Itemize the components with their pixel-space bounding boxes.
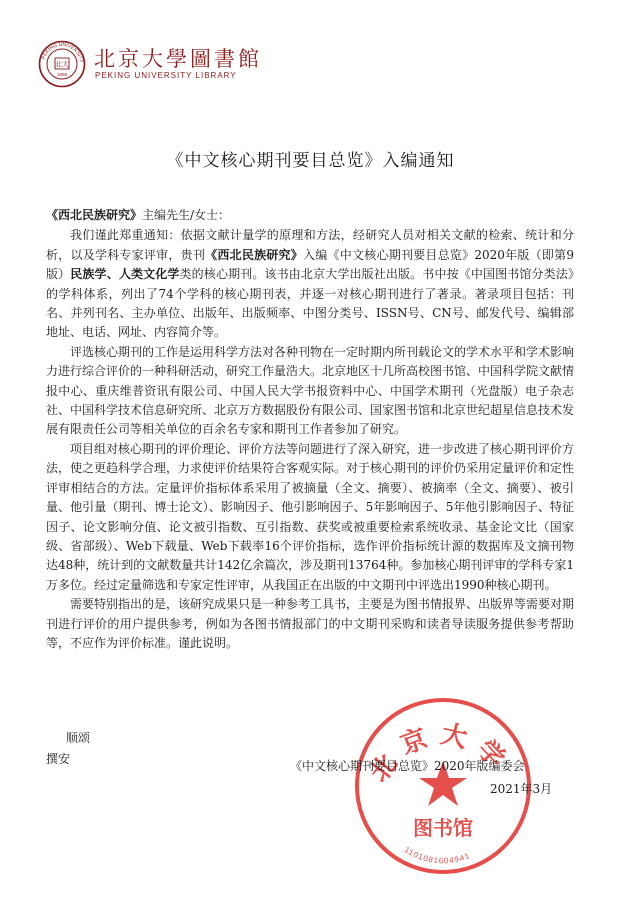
para1-text-3: 类的核心期刊。该书由北京大学出版社出版。书中按《中国图书馆分类法》的学科体系，列出了74个学科的核心期刊表，并逐一对核心期刊进行了著录。著录项目包括：刊名、并列刊名、主办单位、出版年、出版频率、中图分类号、ISSN号、CN号、邮发代号、编辑部地址、电话、网址、内容简介等。 (46, 267, 574, 340)
seal-center-text: 北大 (55, 60, 69, 69)
stamp-number: 1101081604941 (402, 845, 472, 866)
closing-line-2: 撰安 (46, 752, 71, 766)
salutation-journal: 《西北民族研究》 (46, 208, 143, 222)
library-name-en: PEKING UNIVERSITY LIBRARY (95, 71, 237, 80)
salutation (46, 206, 574, 225)
para1-journal-name: 《西北民族研究》 (205, 247, 304, 262)
paragraph-1 (46, 226, 574, 342)
salutation-rest: 主编先生/女士： (142, 208, 231, 222)
notice-body (46, 206, 574, 653)
para1-text-2: 入编《中文核心期刊要目总览》2020年版（即第9版） (46, 247, 574, 282)
paragraph-2: 评选核心期刊的工作是运用科学方法对各种刊物在一定时期内所刊载论文的学术水平和学术影响力进行综合评价的一种科研活动，研究工作量浩大。北京地区十几所高校图书馆、中国科学院文献情报中心、重庆维普资讯有限公司、中国人民大学书报资料中心、中国学术期刊（光盘版）电子杂志社、中国科学技术信息研究所、北京万方数据股份有限公司、国家图书馆和北京世纪超星信息技术发展有限责任公司等相关单位的百余名专家和期刊工作者参加了研究。 (46, 344, 575, 437)
stamp-top-text: 北京大学 (363, 719, 518, 788)
library-name-cn: 北京大學圖書館 (94, 47, 262, 71)
library-header (38, 40, 298, 88)
seal-ring-text: PEKING UNIVERSITY (40, 41, 84, 64)
svg-text:1101081604941 (403, 845, 472, 865)
signature-committee: 《中文核心期刊要目总览》2020年版编委会 (290, 759, 525, 773)
para1-subjects: 民族学、人类文化学 (70, 267, 180, 282)
seal-year: 1898 (56, 72, 68, 77)
stamp-center-text: 图书馆 (413, 816, 473, 840)
closing-line-1: 顺颂 (66, 731, 91, 745)
para1-text-1: 我们谨此郑重通知：依据文献计量学的原理和方法，经研究人员对相关文献的检索、统计和分析，以及学科专家评审，贵刊 (46, 228, 574, 262)
peking-university-seal-icon (38, 40, 86, 88)
signature-date: 2021年3月 (490, 782, 553, 796)
paragraph-3: 项目组对核心期刊的评价理论、评价方法等问题进行了深入研究，进一步改进了核心期刊评价方法，使之更趋科学合理，力求使评价结果符合客观实际。对于核心期刊的评价仍采用定量评价和定性评审相结合的方法。定量评价指标体系采用了被摘量（全文、摘要）、被摘率（全文、摘要）、被引量、他引量（期刊、博士论文）、影响因子、他引影响因子、5年影响因子、5年他引影响因子、特征因子、论文影响分值、论文被引指数、互引指数、获奖或被重要检索系统收录、基金论文比（国家级、省部级）、Web下载量、Web下载率16个评价指标，选作评价指标统计源的数据库及文摘刊物达48种，统计到的文献数量共计142亿余篇次，涉及期刊13764种。参加核心期刊评审的学科专家1万多位。经过定量筛选和专家定性评审，从我国正在出版的中文期刊中评选出1990种核心期刊。 (46, 441, 575, 592)
paragraph-4: 需要特别指出的是，该研究成果只是一种参考工具书，主要是为图书情报界、出版界等需要对期刊进行评价的用户提供参考，例如为各图书情报部门的中文期刊采购和读者导读服务提供参考帮助等，不应作为评价标准。谨此说明。 (46, 597, 575, 650)
notice-title: 《中文核心期刊要目总览》入编通知 (166, 151, 455, 171)
